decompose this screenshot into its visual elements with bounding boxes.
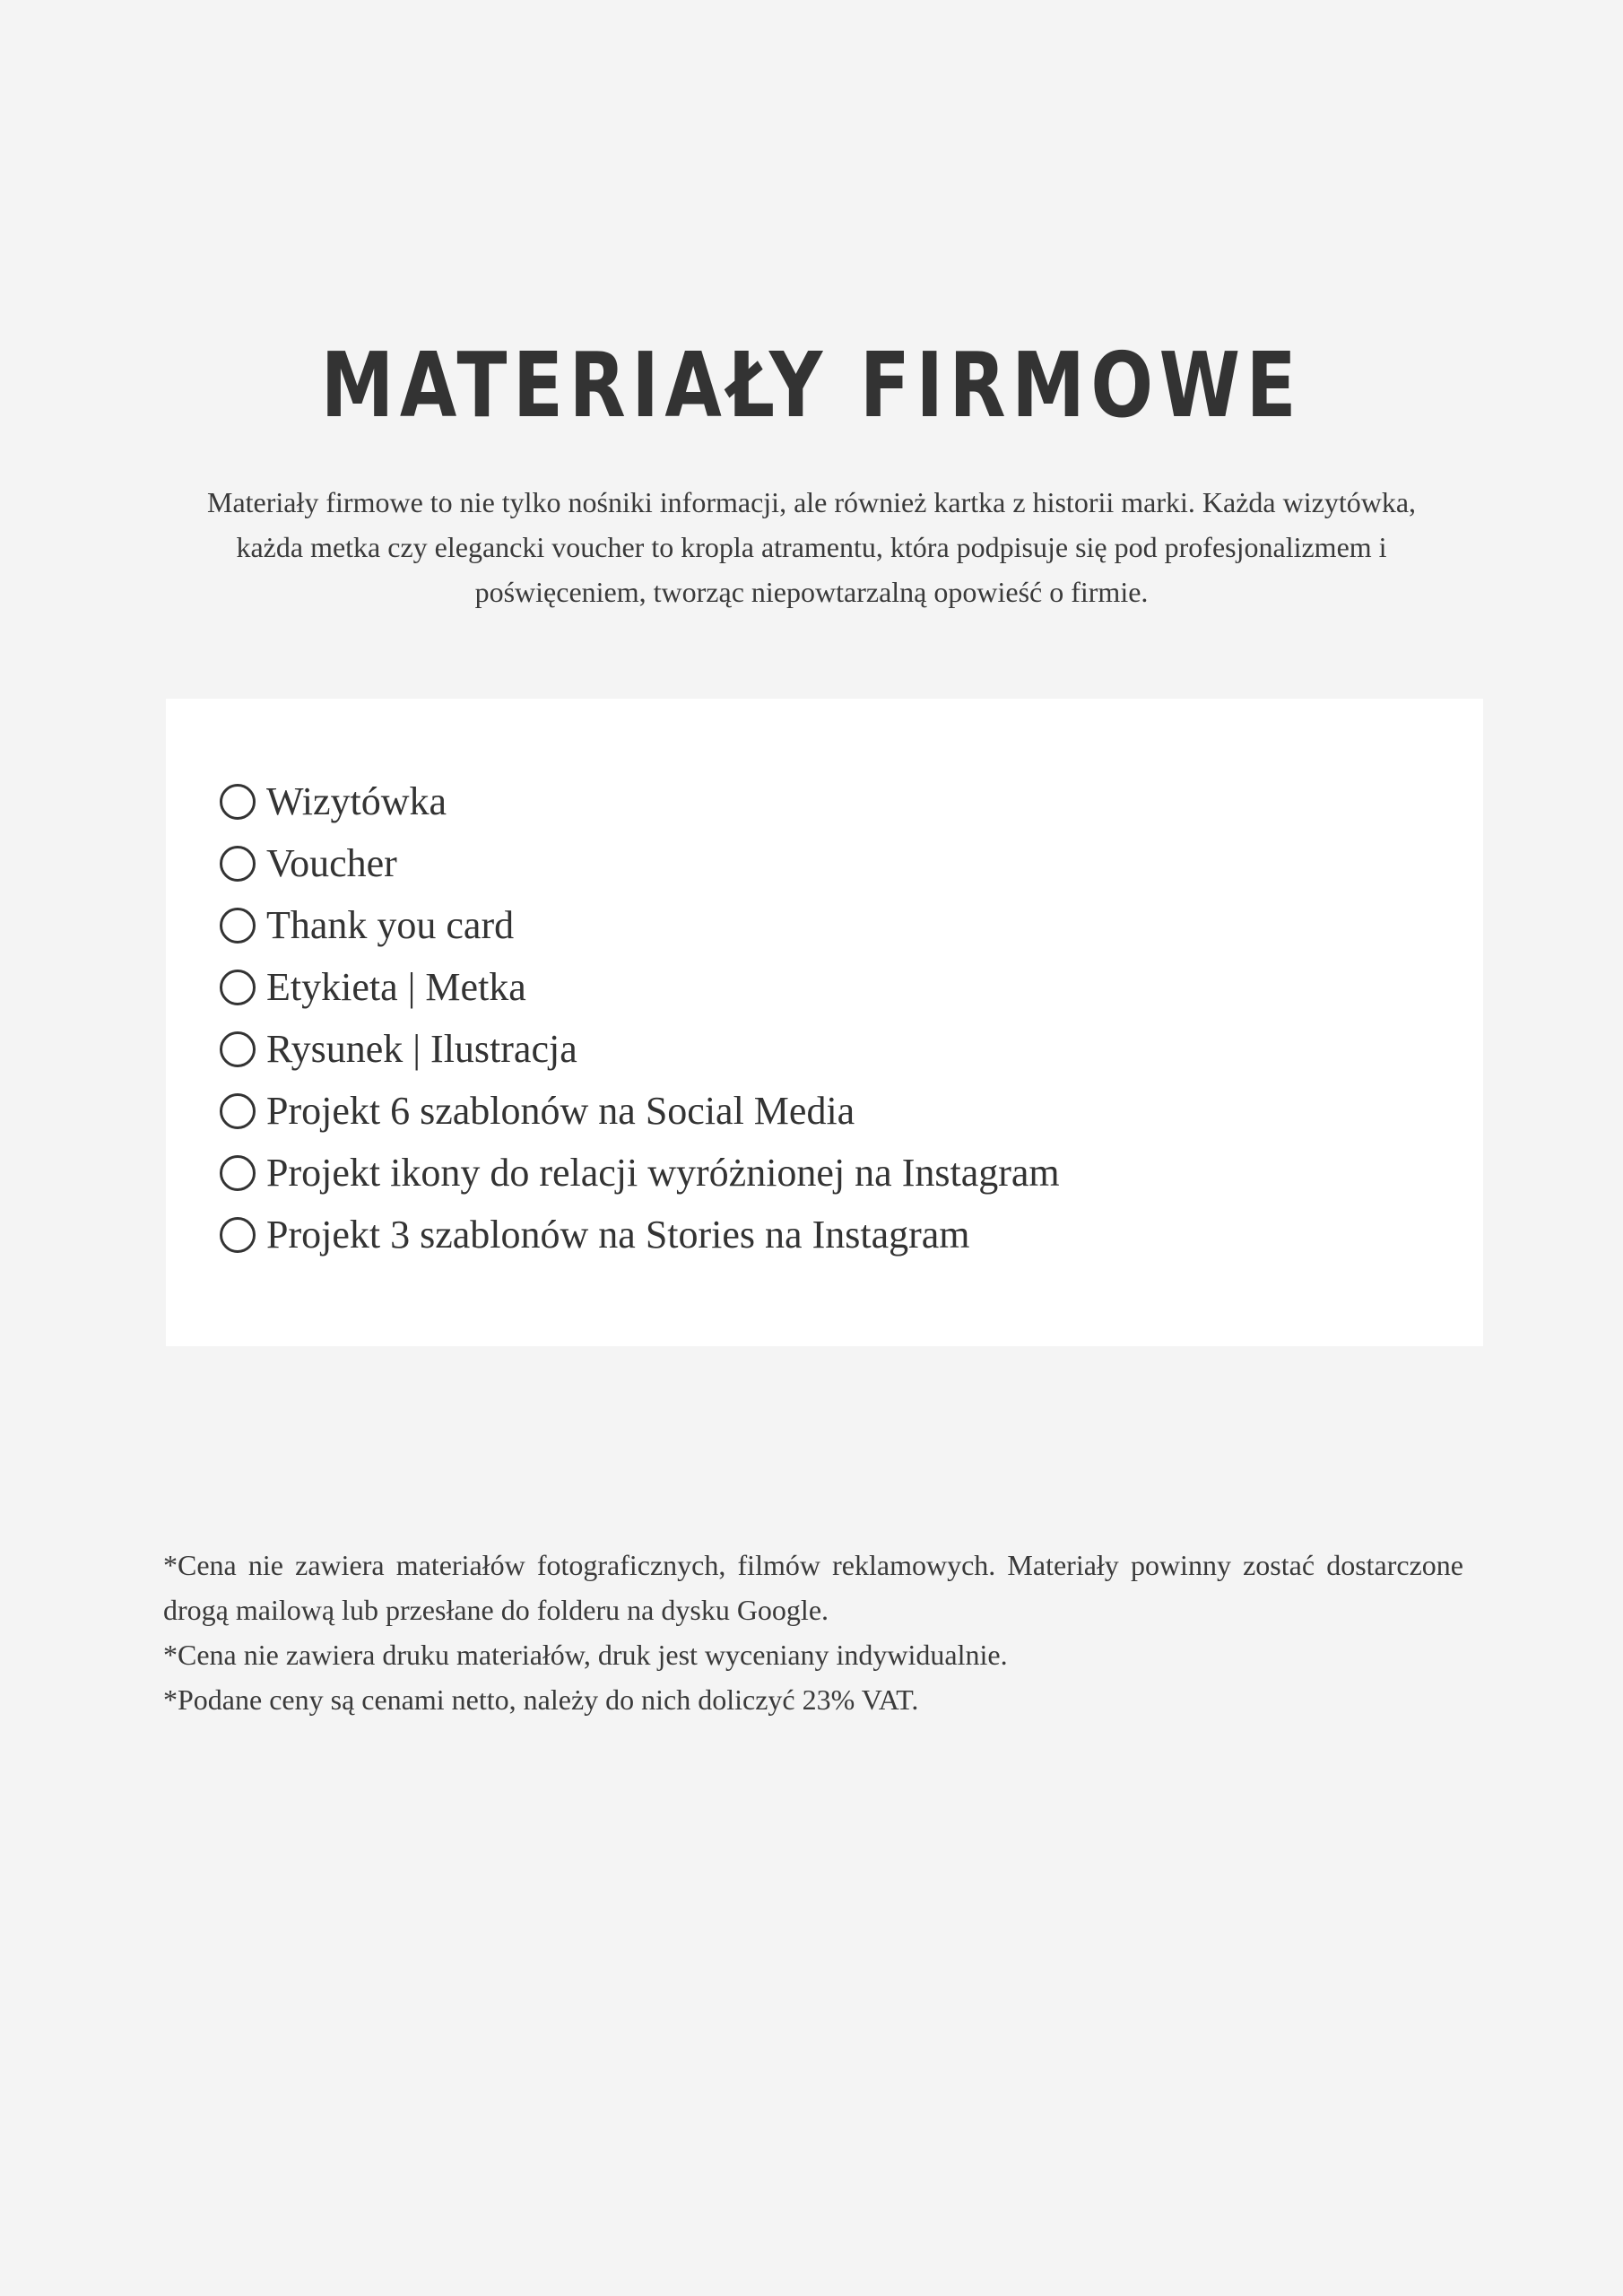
- option-wizytowka[interactable]: [220, 770, 1060, 832]
- option-voucher[interactable]: [220, 832, 1060, 894]
- footnote-materials: *Cena nie zawiera materiałów fotograficznych, filmów reklamowych. Materiały powinny zostać dostarczone drogą mailową lub przesłane do folderu na dysku Google.: [163, 1549, 1463, 1626]
- option-label: Rysunek | Ilustracja: [266, 1027, 577, 1071]
- options-card: [166, 699, 1483, 1346]
- radio-button-icon[interactable]: [220, 908, 256, 944]
- radio-button-icon[interactable]: [220, 1155, 256, 1191]
- footnotes: [163, 1543, 1463, 1722]
- option-instagram-stories-templates[interactable]: [220, 1204, 1060, 1265]
- option-social-media-templates[interactable]: [220, 1080, 1060, 1142]
- option-thank-you-card[interactable]: [220, 894, 1060, 956]
- radio-button-icon[interactable]: [220, 970, 256, 1005]
- option-label: Wizytówka: [266, 779, 447, 823]
- option-label: Voucher: [266, 841, 397, 885]
- options-list: [220, 770, 1060, 1265]
- radio-button-icon[interactable]: [220, 846, 256, 882]
- page-title: MATERIAŁY FIRMOWE: [320, 333, 1303, 438]
- option-rysunek-ilustracja[interactable]: [220, 1018, 1060, 1080]
- footnote-vat: *Podane ceny są cenami netto, należy do nich doliczyć 23% VAT.: [163, 1683, 919, 1716]
- option-label: Projekt 6 szablonów na Social Media: [266, 1089, 855, 1133]
- option-label: Thank you card: [266, 903, 515, 947]
- radio-button-icon[interactable]: [220, 1217, 256, 1253]
- radio-button-icon[interactable]: [220, 784, 256, 820]
- footnote-printing: *Cena nie zawiera druku materiałów, druk jest wyceniany indywidualnie.: [163, 1639, 1008, 1671]
- radio-button-icon[interactable]: [220, 1031, 256, 1067]
- option-label: Projekt 3 szablonów na Stories na Instagram: [266, 1213, 970, 1257]
- option-instagram-highlight-icon[interactable]: [220, 1142, 1060, 1204]
- option-label: Projekt ikony do relacji wyróżnionej na Instagram: [266, 1151, 1060, 1195]
- option-etykieta-metka[interactable]: [220, 956, 1060, 1018]
- intro-paragraph: Materiały firmowe to nie tylko nośniki informacji, ale również kartka z historii marki. Każda wizytówka, każda metka czy elegancki voucher to kropla atramentu, która podpisuje się pod profesjonalizmem i poświęceniem, tworząc niepowtarzalną opowieść o firmie.: [206, 486, 1417, 608]
- option-label: Etykieta | Metka: [266, 965, 526, 1009]
- radio-button-icon[interactable]: [220, 1093, 256, 1129]
